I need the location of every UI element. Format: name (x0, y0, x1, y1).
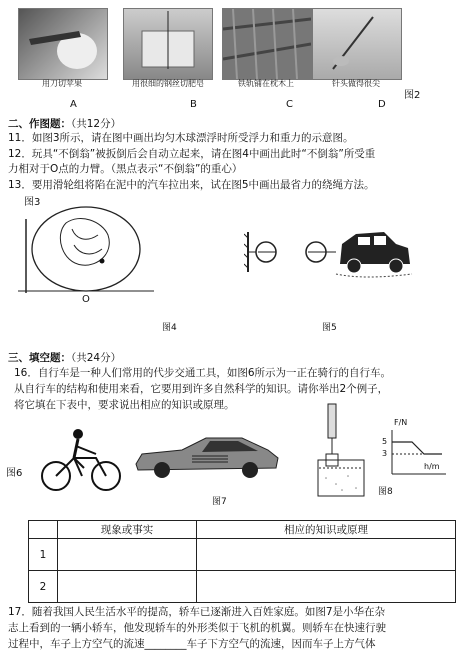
question-16-line1: 16．自行车是一种人们常用的代步交通工具，如图6所示为一正在骑行的自行车。 (14, 367, 392, 379)
phenomenon-cell-2[interactable] (58, 571, 197, 603)
figure6-cyclist-drawing (40, 424, 122, 494)
section2-score: （共12分） (71, 118, 122, 130)
answer-table (28, 520, 456, 603)
figure8-force-height-graph (380, 428, 450, 480)
question-16-line3: 将它填在下表中，要求说出相应的知识或原理。 (14, 399, 235, 411)
figure4-tumbler-drawing (14, 205, 164, 305)
photo-railway-sleepers (222, 8, 312, 80)
figure7-sports-car-drawing (132, 430, 282, 480)
figure5-label: 图5 (322, 323, 337, 333)
question-17-line1: 17．随着我国人民生活水平的提高，轿车已逐渐进入百姓家庭。如图7是小华在杂 (8, 606, 386, 618)
graph-y-tick-5: 5 (382, 437, 388, 446)
question-16-line2: 从自行车的结构和使用来看，它要用到许多自然科学的知识。请你举出2个例子， (14, 383, 389, 395)
soap-wire-icon (124, 9, 212, 79)
option-d: D (378, 99, 386, 110)
question-11: 11．如图3所示，请在图中画出均匀木球漂浮时所受浮力和重力的示意图。 (8, 132, 354, 144)
principle-cell-1[interactable] (197, 539, 456, 571)
option-c: C (286, 99, 293, 110)
table-header-row (29, 521, 456, 539)
graph-y-tick-3: 3 (382, 449, 388, 458)
section2-heading (8, 116, 121, 131)
apple-knife-icon (19, 9, 107, 79)
header-phenomenon: 现象或事实 (58, 521, 197, 539)
photo-needle (312, 8, 402, 80)
section3-score: （共24分） (71, 352, 122, 364)
header-principle: 相应的知识或原理 (197, 521, 456, 539)
figure8-label: 图8 (378, 487, 393, 497)
figure5-pulley-car-drawing (244, 220, 414, 284)
caption-d: 针头做得很尖 (332, 79, 380, 88)
graph-y-axis-label: F/N (394, 418, 408, 427)
section3-title: 三、填空题： (8, 352, 71, 364)
question-12-line1: 12．玩具“不倒翁”被扳倒后会自动立起来，请在图4中画出此时“不倒翁”所受重 (8, 148, 376, 160)
photo-wire-soap (123, 8, 213, 80)
railway-icon (223, 9, 311, 79)
figure2-label: 图2 (404, 90, 421, 101)
photo-knife-apple (18, 8, 108, 80)
phenomenon-cell-1[interactable] (58, 539, 197, 571)
section3-heading (8, 350, 121, 365)
figure6-label: 图6 (6, 468, 23, 479)
caption-b: 用很细的钢丝切肥皂 (132, 79, 204, 88)
needle-icon (313, 9, 401, 79)
question-12-line2: 力相对于O点的力臂。（黑点表示“不倒翁”的重心） (8, 163, 243, 175)
option-b: B (190, 99, 197, 110)
row-number: 1 (29, 539, 58, 571)
caption-c: 铁轨铺在枕木上 (238, 79, 294, 88)
table-corner-cell (29, 521, 58, 539)
point-o-label: O (82, 294, 90, 305)
figure3-label: 图3 (24, 197, 41, 208)
row-number: 2 (29, 571, 58, 603)
graph-x-axis-label: h/m (424, 462, 440, 471)
table-row (29, 571, 456, 603)
figure7-label: 图7 (212, 497, 227, 507)
question-17-line2: 志上看到的一辆小轿车，他发现轿车的外形类似于飞机的机翼。则轿车在快速行驶 (8, 622, 386, 634)
principle-cell-2[interactable] (197, 571, 456, 603)
caption-a: 用刀切苹果 (42, 79, 82, 88)
table-row (29, 539, 456, 571)
figure8-apparatus-drawing (314, 402, 374, 498)
question-13: 13．要用滑轮组将陷在泥中的汽车拉出来，试在图5中画出最省力的绕绳方法。 (8, 179, 375, 191)
figure4-label: 图4 (162, 323, 177, 333)
option-a: A (70, 99, 77, 110)
section2-title: 二、作图题： (8, 118, 71, 130)
question-17-line3: 过程中，车子上方空气的流速________车子下方空气的流速，因而车子上方气体 (8, 638, 376, 650)
